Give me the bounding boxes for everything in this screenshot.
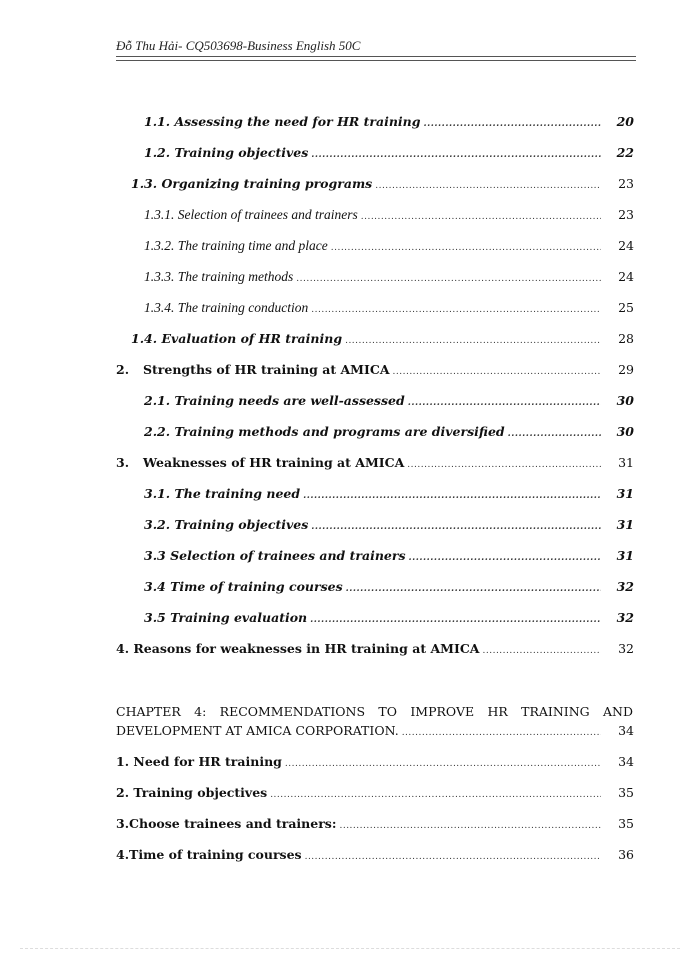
toc-dot-leader [402,723,601,743]
toc-entry-page: 35 [618,785,634,800]
toc-entry[interactable] [144,484,634,504]
toc-dot-leader [305,847,601,867]
toc-entry-title: 3.Choose trainees and trainers: [116,816,337,831]
toc-entry-page: 35 [618,816,634,831]
toc-dot-leader [310,610,601,630]
toc-entry[interactable] [144,546,634,566]
toc-entry-title: 2.1. Training needs are well-assessed [144,393,405,408]
page-bottom-border [20,948,680,949]
toc-entry-number: 3. [116,455,130,470]
toc-entry[interactable] [144,515,634,535]
toc-dot-leader [311,517,601,537]
toc-entry-page: 34 [618,723,634,738]
toc-dot-leader [285,754,601,774]
toc-entry[interactable] [116,721,634,741]
toc-entry-page: 31 [618,455,634,470]
toc-entry-title: 1.3.3. The training methods [144,269,294,284]
toc-dot-leader [311,145,601,165]
toc-entry[interactable] [116,360,634,380]
toc-entry-title: 1.2. Training objectives [144,145,309,160]
toc-entry[interactable] [116,639,634,659]
toc-entry-title: 3.1. The training need [144,486,301,501]
toc-entry-title: 1. Need for HR training [116,754,282,769]
toc-entry[interactable] [144,236,634,256]
toc-dot-leader [375,176,601,196]
toc-dot-leader [311,300,601,320]
toc-entry-page: 28 [618,331,634,346]
toc-entry[interactable] [116,814,634,834]
toc-dot-leader [345,331,601,351]
toc-entry[interactable] [131,329,634,349]
toc-dot-leader [303,486,601,506]
toc-entry-title: 2.2. Training methods and programs are diversified [144,424,505,439]
toc-entry[interactable] [144,577,634,597]
toc-entry-title: 1.1. Assessing the need for HR training [144,114,421,129]
toc-entry-title: Weaknesses of HR training at AMICA [143,455,405,470]
toc-entry-page: 23 [618,207,634,222]
toc-entry-page: 25 [618,300,634,315]
toc-entry[interactable] [144,267,634,287]
toc-entry-page: 30 [616,424,634,439]
chapter-heading-line[interactable]: CHAPTER 4: RECOMMENDATIONS TO IMPROVE HR TRAINING AND [116,704,633,719]
toc-entry[interactable] [144,422,634,442]
toc-dot-leader [270,785,601,805]
toc-dot-leader [361,207,601,227]
toc-entry-title: 3.3 Selection of trainees and trainers [144,548,406,563]
toc-entry-title: 1.3.2. The training time and place [144,238,328,253]
toc-dot-leader [483,641,602,661]
toc-dot-leader [346,579,601,599]
toc-dot-leader [409,548,602,568]
toc-dot-leader [393,362,601,382]
toc-dot-leader [407,455,601,475]
toc-entry[interactable] [116,752,634,772]
toc-entry[interactable] [116,453,634,473]
toc-entry-title: 3.5 Training evaluation [144,610,308,625]
toc-entry-page: 32 [618,641,634,656]
toc-entry-page: 29 [618,362,634,377]
toc-entry[interactable] [116,845,634,865]
toc-entry-title: Strengths of HR training at AMICA [143,362,390,377]
toc-entry-page: 36 [618,847,634,862]
toc-entry-page: 31 [616,486,634,501]
toc-entry-title: 4. Reasons for weaknesses in HR training at AMICA [116,641,480,656]
toc-entry-title: 1.3.4. The training conduction [144,300,309,315]
toc-entry-page: 31 [616,548,634,563]
toc-entry-page: 24 [618,269,634,284]
running-header: Đỗ Thu Hải- CQ503698-Business English 50C [116,38,361,53]
toc-entry-page: 22 [616,145,634,160]
toc-entry-page: 32 [616,579,634,594]
toc-entry-title: 3.4 Time of training courses [144,579,343,594]
toc-entry-title: 1.3.1. Selection of trainees and trainers [144,207,358,222]
toc-entry[interactable] [144,112,634,132]
toc-entry-page: 34 [618,754,634,769]
toc-entry-title: DEVELOPMENT AT AMICA CORPORATION. [116,723,399,738]
toc-entry-title: 2. Training objectives [116,785,268,800]
toc-dot-leader [339,816,601,836]
toc-dot-leader [408,393,601,413]
toc-dot-leader [424,114,601,134]
toc-dot-leader [331,238,601,258]
toc-entry[interactable] [144,298,634,318]
toc-entry[interactable] [131,174,634,194]
toc-dot-leader [296,269,601,289]
toc-entry[interactable] [144,391,634,411]
toc-entry[interactable] [144,608,634,628]
toc-entry[interactable] [144,205,634,225]
toc-entry-page: 20 [616,114,634,129]
toc-entry-page: 30 [616,393,634,408]
toc-entry[interactable] [144,143,634,163]
toc-entry-page: 31 [616,517,634,532]
toc-dot-leader [508,424,601,444]
toc-entry-page: 24 [618,238,634,253]
toc-entry[interactable] [116,783,634,803]
header-rule [116,56,636,61]
toc-entry-title: 1.4. Evaluation of HR training [131,331,343,346]
toc-entry-title: 3.2. Training objectives [144,517,309,532]
toc-entry-page: 32 [616,610,634,625]
toc-entry-number: 2. [116,362,130,377]
toc-entry-page: 23 [618,176,634,191]
toc-entry-title: 4.Time of training courses [116,847,302,862]
toc-entry-title: 1.3. Organizing training programs [131,176,373,191]
